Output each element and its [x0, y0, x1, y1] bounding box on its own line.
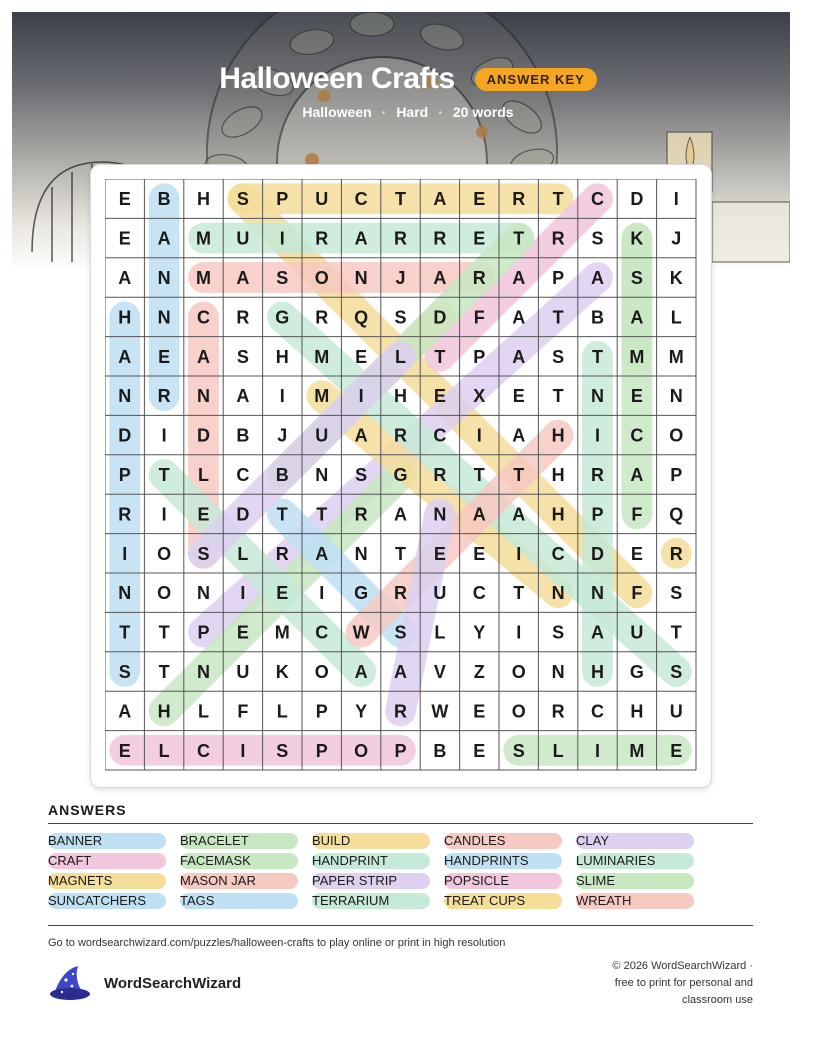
answer-word: TERRARIUM: [312, 893, 390, 908]
grid-letter: U: [315, 425, 329, 446]
grid-letter: Q: [669, 504, 684, 525]
grid-letter: O: [157, 543, 172, 564]
grid-letter: S: [552, 622, 565, 643]
grid-letter: Y: [473, 622, 486, 643]
grid-letter: F: [237, 701, 249, 722]
grid-letter: A: [472, 504, 486, 525]
grid-letter: E: [158, 346, 171, 367]
grid-letter: H: [394, 386, 407, 407]
grid-letter: M: [629, 346, 645, 367]
grid-letter: I: [279, 228, 285, 249]
puzzle-board: [90, 164, 712, 788]
grid-letter: T: [158, 622, 170, 643]
grid-letter: R: [591, 465, 604, 485]
answer-word: BRACELET: [180, 833, 249, 848]
grid-letter: A: [118, 701, 132, 722]
grid-letter: E: [355, 346, 368, 367]
grid-letter: E: [276, 583, 289, 604]
grid-letter: I: [358, 386, 364, 407]
grid-letter: S: [394, 622, 407, 643]
grid-letter: D: [630, 189, 644, 210]
grid-letter: R: [157, 386, 171, 407]
meta-separator: ·: [381, 104, 387, 120]
grid-letter: R: [394, 583, 407, 604]
grid-letter: N: [591, 583, 604, 604]
grid-letter: N: [315, 465, 329, 485]
answer-item: [312, 892, 444, 909]
grid-letter: T: [158, 465, 170, 485]
grid-letter: F: [631, 504, 643, 525]
grid-letter: N: [197, 386, 210, 407]
grid-letter: N: [669, 386, 683, 407]
grid-letter: N: [354, 268, 368, 288]
grid-letter: B: [157, 189, 171, 210]
grid-letter: E: [118, 228, 131, 249]
grid-letter: C: [433, 425, 447, 446]
grid-letter: L: [276, 701, 288, 722]
answer-word: TREAT CUPS: [444, 893, 526, 908]
grid-letter: A: [591, 268, 604, 288]
grid-letter: F: [631, 583, 643, 604]
grid-letter: N: [118, 386, 132, 407]
grid-letter: A: [433, 268, 447, 288]
grid-letter: H: [157, 701, 171, 722]
brand: [48, 964, 241, 1002]
grid-letter: E: [118, 740, 131, 761]
grid-letter: T: [395, 189, 406, 210]
grid-letter: P: [315, 740, 328, 761]
grid-letter: N: [354, 543, 368, 564]
grid-letter: S: [236, 346, 249, 367]
answer-word: TAGS: [180, 893, 215, 908]
answer-item: [180, 892, 312, 909]
grid-letter: I: [516, 543, 522, 564]
answer-word: MASON JAR: [180, 873, 256, 888]
answer-item: [444, 872, 576, 889]
grid-letter: H: [551, 425, 565, 446]
grid-letter: W: [352, 622, 370, 643]
grid-letter: O: [511, 701, 526, 722]
letter-layer: [118, 189, 684, 761]
grid-letter: B: [236, 425, 250, 446]
title-row: [0, 62, 816, 96]
grid-letter: E: [473, 543, 486, 564]
grid-letter: E: [630, 543, 643, 564]
footer-link[interactable]: Go to wordsearchwizard.com/puzzles/halloween-crafts to play online or print in high resolution: [48, 937, 506, 949]
grid-letter: M: [196, 228, 211, 249]
grid-letter: N: [433, 504, 447, 525]
answer-item: [576, 832, 708, 849]
grid-letter: R: [315, 307, 329, 328]
answer-item: [48, 892, 180, 909]
grid-letter: H: [551, 504, 565, 525]
grid-letter: S: [591, 228, 604, 249]
grid-letter: J: [277, 425, 288, 446]
grid-letter: R: [433, 465, 447, 485]
grid-letter: R: [433, 228, 447, 249]
grid-letter: A: [118, 346, 132, 367]
grid-letter: H: [591, 662, 604, 682]
grid-letter: M: [314, 386, 330, 407]
answer-word: BANNER: [48, 833, 103, 848]
grid-letter: S: [670, 583, 683, 604]
grid-letter: T: [513, 465, 525, 485]
answers-heading: ANSWERS: [48, 802, 127, 818]
wizard-hat-icon: [48, 964, 92, 1002]
grid-letter: D: [118, 425, 132, 446]
answer-item: [180, 852, 312, 869]
grid-letter: P: [315, 701, 328, 722]
copyright: [583, 958, 753, 1009]
answer-word: MAGNETS: [48, 873, 113, 888]
divider: [48, 925, 753, 926]
grid-letter: A: [512, 504, 526, 525]
grid-letter: R: [275, 543, 289, 564]
answer-item: [444, 892, 576, 909]
grid-letter: E: [236, 622, 249, 643]
grid-letter: E: [473, 701, 486, 722]
grid-letter: C: [315, 622, 329, 643]
grid-letter: R: [394, 701, 407, 722]
grid-letter: T: [592, 346, 603, 367]
grid-letter: P: [276, 189, 289, 210]
grid-letter: N: [157, 307, 171, 328]
brand-name: WordSearchWizard: [104, 974, 242, 992]
grid-letter: S: [512, 740, 525, 761]
grid-letter: T: [473, 465, 485, 485]
answer-item: [444, 852, 576, 869]
meta-difficulty: Hard: [396, 104, 429, 120]
grid-letter: T: [552, 189, 564, 210]
grid-letter: G: [354, 583, 369, 604]
grid-letter: I: [240, 583, 246, 604]
page-title: Halloween Crafts: [219, 62, 455, 95]
grid-letter: S: [118, 662, 131, 682]
grid-letter: A: [591, 622, 604, 643]
divider: [48, 823, 753, 824]
grid-letter: P: [118, 465, 131, 485]
grid-letter: A: [512, 346, 526, 367]
grid-letter: S: [630, 268, 643, 288]
grid-letter: E: [512, 386, 525, 407]
grid-letter: W: [431, 701, 449, 722]
answer-item: [312, 852, 444, 869]
grid-letter: O: [511, 662, 526, 682]
grid-letter: A: [433, 189, 447, 210]
grid-letter: A: [630, 465, 644, 485]
answer-word: FACEMASK: [180, 853, 251, 868]
grid-letter: L: [237, 543, 249, 564]
answer-word: WREATH: [576, 893, 632, 908]
answer-item: [576, 872, 708, 889]
grid-letter: O: [669, 425, 684, 446]
answer-word: BUILD: [312, 833, 351, 848]
copyright-line: classroom use: [682, 994, 753, 1006]
grid-letter: S: [276, 740, 289, 761]
grid-letter: I: [516, 622, 522, 643]
grid-letter: I: [279, 386, 285, 407]
answer-word: POPSICLE: [444, 873, 510, 888]
grid-letter: U: [630, 622, 644, 643]
grid-letter: I: [122, 543, 128, 564]
copyright-line: free to print for personal and: [614, 977, 753, 989]
grid-letter: P: [473, 346, 486, 367]
answer-word: LUMINARIES: [576, 853, 656, 868]
answer-item: [312, 832, 444, 849]
grid-letter: R: [394, 425, 407, 446]
grid-letter: N: [591, 386, 604, 407]
grid-letter: U: [315, 189, 329, 210]
copyright-line: © 2026 WordSearchWizard ·: [612, 960, 753, 972]
grid-letter: A: [512, 268, 526, 288]
grid-letter: A: [236, 268, 250, 288]
grid-letter: L: [670, 307, 682, 328]
answer-item: [444, 832, 576, 849]
grid-letter: R: [315, 228, 329, 249]
grid-letter: T: [434, 346, 446, 367]
grid-letter: E: [197, 504, 210, 525]
grid-letter: N: [197, 583, 210, 604]
grid-letter: R: [236, 307, 250, 328]
grid-letter: M: [668, 346, 684, 367]
answer-word: SUNCATCHERS: [48, 893, 146, 908]
grid-letter: S: [355, 465, 368, 485]
grid-letter: A: [354, 228, 368, 249]
grid-letter: B: [591, 307, 604, 328]
answer-word: CANDLES: [444, 833, 506, 848]
grid-letter: C: [236, 465, 250, 485]
grid-letter: F: [473, 307, 485, 328]
grid-letter: I: [673, 189, 679, 210]
grid-letter: T: [119, 622, 131, 643]
grid-letter: T: [395, 543, 406, 564]
grid-letter: H: [118, 307, 132, 328]
grid-letter: H: [197, 189, 210, 210]
grid-letter: A: [394, 662, 407, 682]
grid-letter: B: [275, 465, 289, 485]
grid-letter: O: [314, 662, 329, 682]
meta-separator: ·: [438, 104, 443, 120]
grid-letter: R: [394, 228, 407, 249]
grid-letter: U: [669, 701, 683, 722]
grid-letter: R: [551, 701, 565, 722]
grid-letter: A: [354, 425, 368, 446]
answer-word: PAPER STRIP: [312, 873, 398, 888]
grid-letter: A: [354, 662, 368, 682]
grid-letter: M: [274, 622, 290, 643]
grid-letter: O: [354, 740, 369, 761]
grid-letter: U: [433, 583, 447, 604]
answer-item: [180, 832, 312, 849]
grid-letter: N: [197, 662, 210, 682]
grid-letter: T: [552, 307, 564, 328]
grid-letter: S: [670, 662, 683, 682]
grid-letter: S: [276, 268, 289, 288]
grid-letter: H: [275, 346, 289, 367]
grid-letter: A: [512, 307, 526, 328]
grid-letter: P: [591, 504, 604, 525]
grid-letter: N: [551, 583, 565, 604]
grid-letter: P: [670, 465, 683, 485]
grid-letter: E: [473, 740, 486, 761]
grid-letter: Y: [355, 701, 368, 722]
grid-letter: E: [473, 228, 486, 249]
grid-letter: B: [433, 740, 447, 761]
answer-item: [312, 872, 444, 889]
grid-letter: J: [671, 228, 682, 249]
grid-letter: M: [196, 268, 211, 288]
grid-letter: L: [395, 346, 406, 367]
grid-letter: T: [316, 504, 328, 525]
grid-letter: K: [669, 268, 683, 288]
grid-letter: A: [197, 346, 210, 367]
grid-letter: R: [551, 228, 565, 249]
grid-letter: E: [630, 386, 643, 407]
grid-letter: C: [197, 740, 210, 761]
grid-letter: I: [240, 740, 246, 761]
grid-letter: C: [630, 425, 644, 446]
grid-letter: J: [395, 268, 406, 288]
answers-list: [48, 832, 753, 909]
grid-letter: I: [476, 425, 482, 446]
answer-word: CLAY: [576, 833, 609, 848]
grid-letter: R: [472, 268, 486, 288]
grid-letter: I: [161, 425, 167, 446]
grid-letter: A: [394, 504, 407, 525]
grid-letter: A: [315, 543, 329, 564]
grid-letter: A: [236, 386, 250, 407]
answer-word: CRAFT: [48, 853, 92, 868]
answer-item: [576, 852, 708, 869]
grid-letter: E: [118, 189, 131, 210]
grid-letter: O: [314, 268, 329, 288]
grid-letter: S: [394, 307, 407, 328]
grid-letter: D: [236, 504, 250, 525]
grid-letter: D: [197, 425, 210, 446]
letter-grid: [105, 179, 697, 771]
grid-letter: O: [157, 583, 172, 604]
grid-letter: N: [157, 268, 171, 288]
grid-letter: V: [433, 662, 446, 682]
grid-letter: L: [552, 740, 564, 761]
answer-item: [48, 872, 180, 889]
grid-letter: T: [158, 662, 170, 682]
grid-letter: E: [433, 543, 446, 564]
grid-letter: H: [551, 465, 565, 485]
grid-letter: I: [594, 740, 601, 761]
grid-letter: C: [354, 189, 368, 210]
puzzle-meta: [0, 104, 816, 120]
grid-letter: C: [197, 307, 210, 328]
grid-letter: I: [319, 583, 325, 604]
grid-letter: L: [198, 701, 209, 722]
grid-letter: I: [594, 425, 601, 446]
grid-letter: P: [552, 268, 565, 288]
grid-letter: T: [670, 622, 682, 643]
answer-word: SLIME: [576, 873, 616, 888]
grid-letter: C: [591, 701, 604, 722]
grid-letter: R: [118, 504, 132, 525]
grid-letter: D: [433, 307, 447, 328]
grid-letter: S: [197, 543, 210, 564]
grid-letter: M: [629, 740, 645, 761]
grid-letter: N: [551, 662, 565, 682]
grid-letter: P: [197, 622, 210, 643]
meta-word-count: 20 words: [452, 104, 514, 120]
grid-letter: C: [472, 583, 486, 604]
answer-item: [576, 892, 708, 909]
grid-letter: Z: [473, 662, 485, 682]
grid-letter: T: [276, 504, 288, 525]
grid-letter: U: [236, 228, 250, 249]
grid-letter: R: [512, 189, 526, 210]
grid-letter: G: [629, 662, 644, 682]
grid-letter: L: [434, 622, 446, 643]
grid-letter: G: [275, 307, 290, 328]
grid-letter: K: [630, 228, 644, 249]
grid-letter: A: [118, 268, 132, 288]
grid-letter: H: [630, 701, 644, 722]
answer-item: [48, 832, 180, 849]
grid-letter: C: [591, 189, 604, 210]
grid-letter: K: [275, 662, 289, 682]
grid-letter: E: [473, 189, 486, 210]
grid-letter: T: [513, 228, 525, 249]
grid-letter: G: [393, 465, 408, 485]
grid-letter: L: [198, 465, 209, 485]
grid-letter: R: [669, 543, 683, 564]
grid-letter: M: [314, 346, 330, 367]
grid-letter: D: [591, 543, 604, 564]
grid-letter: T: [513, 583, 525, 604]
answer-key-badge: ANSWER KEY: [475, 68, 597, 91]
grid-letter: I: [161, 504, 167, 525]
grid-letter: L: [158, 740, 170, 761]
meta-theme: Halloween: [302, 104, 372, 120]
grid-letter: N: [118, 583, 132, 604]
answer-item: [180, 872, 312, 889]
grid-letter: P: [394, 740, 407, 761]
grid-letter: S: [236, 189, 249, 210]
grid-letter: X: [473, 386, 486, 407]
answer-word: HANDPRINTS: [444, 853, 529, 868]
grid-letter: C: [551, 543, 565, 564]
grid-letter: E: [670, 740, 683, 761]
grid-letter: R: [354, 504, 368, 525]
grid-letter: A: [157, 228, 171, 249]
grid-letter: S: [552, 346, 565, 367]
answer-word: HANDPRINT: [312, 853, 388, 868]
grid-letter: A: [512, 425, 526, 446]
grid-letter: E: [433, 386, 446, 407]
grid-letter: Q: [354, 307, 369, 328]
grid-letter: A: [630, 307, 644, 328]
grid-letter: U: [236, 662, 250, 682]
answer-item: [48, 852, 180, 869]
grid-letter: T: [552, 386, 564, 407]
